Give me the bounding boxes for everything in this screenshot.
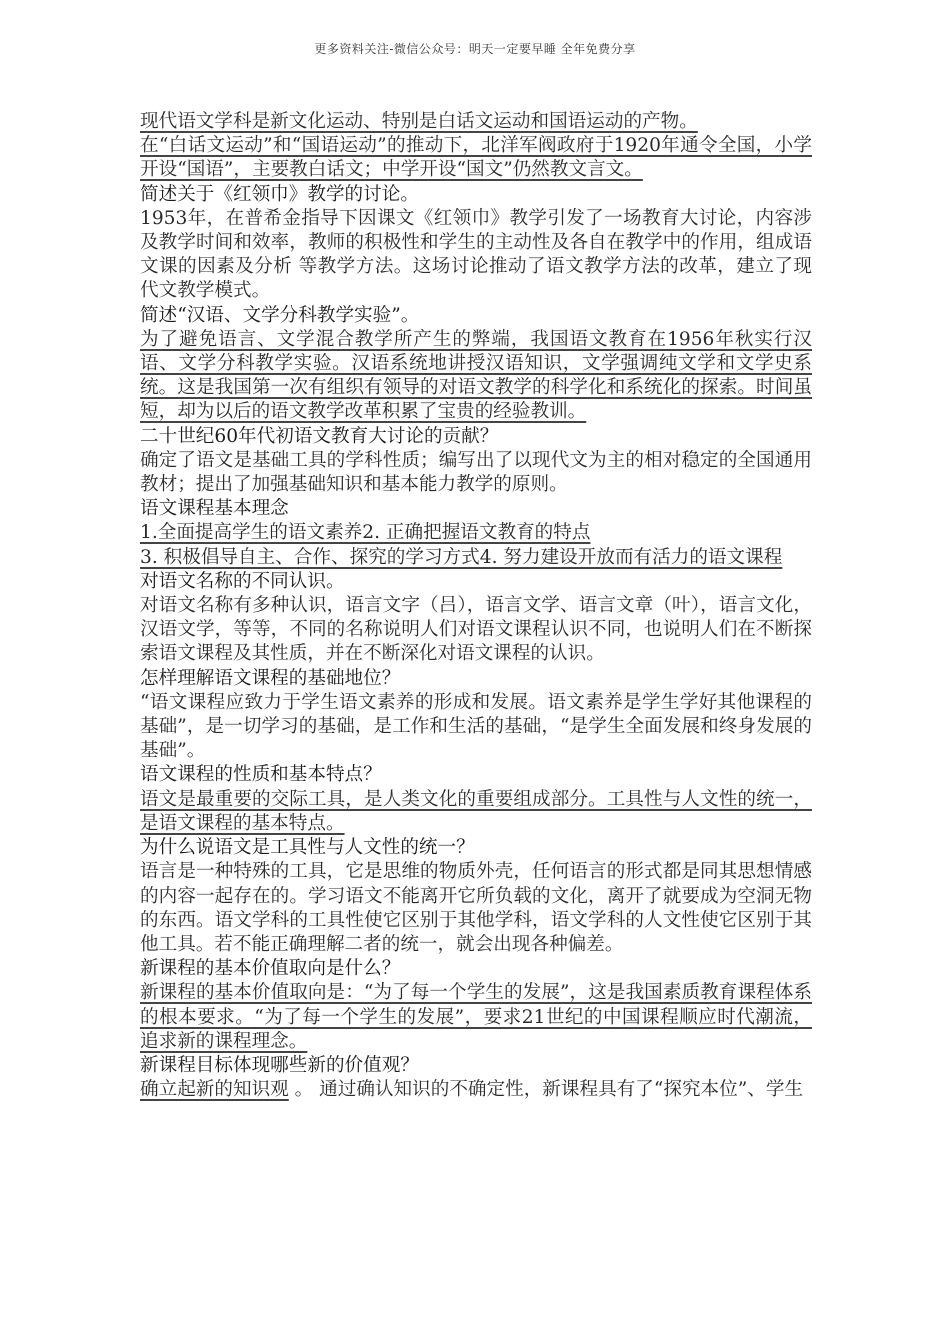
answer-paragraph: 在“白话文运动”和“国语运动”的推动下，北洋军阀政府于1920年通令全国，小学开设“国语”，主要教白话文；中学开设“国文”仍然教文言文。	[140, 135, 812, 181]
answer-continuation: 。 通过确认知识的不确定性，新课程具有了“探究本位”、学生	[288, 1079, 804, 1101]
question-heading: 语文课程的性质和基本特点？	[140, 764, 382, 786]
question-heading: 怎样理解语文课程的基础地位？	[140, 667, 401, 689]
question-heading: 简述“汉语、文学分科教学实验”。	[140, 304, 420, 326]
answer-paragraph: 语言是一种特殊的工具，它是思维的物质外壳，任何语言的形式都是同其思想情感的内容一起存在的。学习语文不能离开它所负载的文化，离开了就要成为空洞无物的东西。语文学科的工具性使它区别于其他学科，语文学科的人文性使它区别于其他工具。若不能正确理解二者的统一，就会出现各种偏差。	[140, 861, 812, 955]
answer-paragraph-last	[140, 1078, 812, 1102]
question-heading: 二十世纪60年代初语文教育大讨论的贡献？	[140, 425, 499, 447]
question-heading: 语文课程基本理念	[140, 498, 289, 520]
answer-paragraph: 确定了语文是基础工具的学科性质；编写出了以现代文为主的相对稳定的全国通用教材；提出了加强基础知识和基本能力教学的原则。	[140, 449, 812, 496]
underlined-key-phrase: 确立起新的知识观	[140, 1079, 289, 1101]
answer-paragraph: 现代语文学科是新文化运动、特别是白话文运动和国语运动的产物。	[140, 111, 698, 132]
question-heading: 对语文名称的不同认识。	[140, 570, 345, 592]
question-heading: 新课程的基本价值取向是什么？	[140, 958, 401, 980]
answer-paragraph: 语文是最重要的交际工具，是人类文化的重要组成部分。工具性与人文性的统一，是语文课程的基本特点。	[140, 788, 812, 834]
question-heading: 简述关于《红领巾》教学的讨论。	[140, 183, 419, 205]
question-heading: 新课程目标体现哪些新的价值观？	[140, 1054, 419, 1076]
answer-paragraph: 对语文名称有多种认识，语言文字（吕），语言文学、语言文章（叶），语言文化，汉语文学，等等，不同的名称说明人们对语文课程认识不同，也说明人们在不断探索语文课程及其性质，并在不断深化对语文课程的认识。	[140, 595, 812, 665]
answer-paragraph: 1953年，在普希金指导下因课文《红领巾》教学引发了一场教育大讨论，内容涉及教学时间和效率，教师的积极性和学生的主动性及各自在教学中的作用，组成语文课的因素及分析 等教学方法。这场讨论推动了语文教学方法的改革，建立了现代文教学模式。	[140, 207, 812, 302]
answer-paragraph: 3. 积极倡导自主、合作、探究的学习方式4. 努力建设开放而有活力的语文课程	[140, 546, 783, 568]
answer-paragraph: 1.全面提高学生的语文素养2. 正确把握语文教育的特点	[140, 522, 591, 544]
question-heading: 为什么说语文是工具性与人文性的统一？	[140, 837, 475, 859]
answer-paragraph: 新课程的基本价值取向是：“为了每一个学生的发展”，这是我国素质教育课程体系的根本要求。“为了每一个学生的发展”，要求21世纪的中国课程顺应时代潮流，追求新的课程理念。	[140, 982, 812, 1052]
answer-paragraph: 为了避免语言、文学混合教学所产生的弊端，我国语文教育在1956年秋实行汉语、文学分科教学实验。汉语系统地讲授汉语知识，文学强调纯文学和文学史系统。这是我国第一次有组织有领导的对语文教学的科学化和系统化的探索。时间虽短，却为以后的语文教学改革积累了宝贵的经验教训。	[140, 328, 812, 423]
watermark-header: 更多资料关注-微信公众号：明天一定要早睡 全年免费分享	[314, 42, 636, 56]
answer-paragraph: “语文课程应致力于学生语文素养的形成和发展。语文素养是学生学好其他课程的基础”，是一切学习的基础，是工作和生活的基础，“是学生全面发展和终身发展的基础”。	[140, 691, 812, 762]
document-body	[140, 110, 812, 1102]
